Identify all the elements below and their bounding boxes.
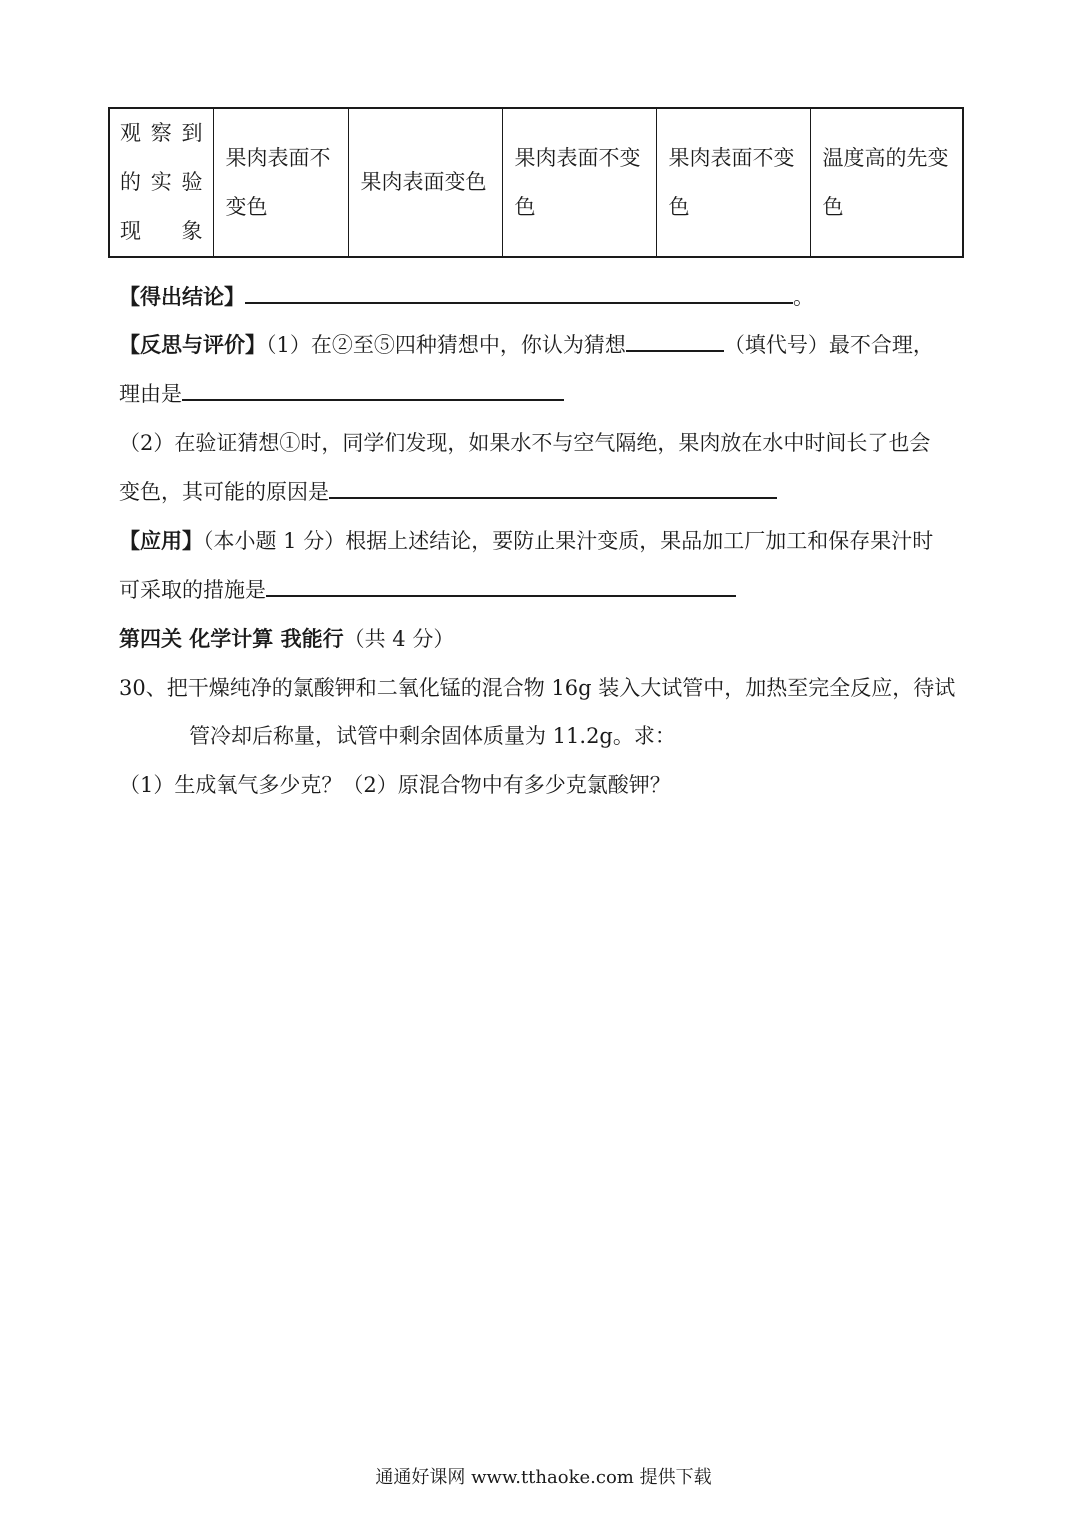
section-4-heading	[119, 624, 454, 654]
reason-label: 理由是	[119, 382, 182, 406]
application-line-1	[119, 526, 933, 556]
application-text: （本小题 1 分）根据上述结论，要防止果汁变质，果品加工厂加工和保存果汁时	[203, 529, 934, 553]
application-text-end: 可采取的措施是	[119, 578, 266, 602]
reflection-line-3	[119, 428, 930, 458]
table-cell: 果肉表面不变色	[213, 108, 348, 257]
table-row-header: 观察到的实验现象	[109, 108, 213, 257]
reflection-line-2	[119, 379, 564, 409]
reflection-q1-text-end: （填代号）最不合理，	[723, 333, 934, 357]
table-row	[109, 108, 963, 257]
question-30-text: 管冷却后称量，试管中剩余固体质量为 11.2g。求：	[189, 724, 676, 748]
conclusion-end: 。	[793, 285, 814, 309]
table-cell: 果肉表面不变色	[656, 108, 810, 257]
reflection-line-4	[119, 477, 777, 507]
question-30-subquestions: （1）生成氧气多少克？（2）原混合物中有多少克氯酸钾？	[119, 773, 671, 797]
reflection-line-1	[119, 330, 934, 360]
reason-answer-blank[interactable]	[182, 379, 564, 401]
reflection-q2-text: （2）在验证猜想①时，同学们发现，如果水不与空气隔绝，果肉放在水中时间长了也会	[119, 431, 931, 455]
table-cell: 果肉表面变色	[348, 108, 502, 257]
question-30-line-3	[119, 770, 671, 800]
conclusion-answer-blank[interactable]	[245, 282, 793, 304]
page-footer: 通通好课网 www.tthaoke.com 提供下载	[375, 1467, 712, 1488]
table-cell: 果肉表面不变色	[502, 108, 656, 257]
application-label: 【应用】	[119, 528, 203, 553]
question-30-line-1	[119, 673, 955, 703]
hypothesis-code-blank[interactable]	[626, 330, 724, 352]
section-score: （共 4 分）	[343, 627, 455, 651]
question-30-text: 30、把干燥纯净的氯酸钾和二氧化锰的混合物 16g 装入大试管中，加热至完全反应，待试	[119, 676, 956, 700]
conclusion-label: 【得出结论】	[119, 284, 245, 309]
application-line-2	[119, 575, 736, 605]
measure-answer-blank[interactable]	[266, 575, 736, 597]
observation-table	[108, 107, 964, 258]
reflection-q1-text: （1）在②至⑤四种猜想中，你认为猜想	[266, 333, 626, 357]
cause-answer-blank[interactable]	[329, 477, 777, 499]
question-30-line-2	[189, 721, 676, 751]
reflection-q2-text-end: 变色，其可能的原因是	[119, 480, 329, 504]
conclusion-line	[119, 282, 814, 312]
reflection-label: 【反思与评价】	[119, 332, 266, 357]
section-title: 第四关 化学计算 我能行	[119, 626, 344, 651]
table-cell: 温度高的先变色	[810, 108, 963, 257]
